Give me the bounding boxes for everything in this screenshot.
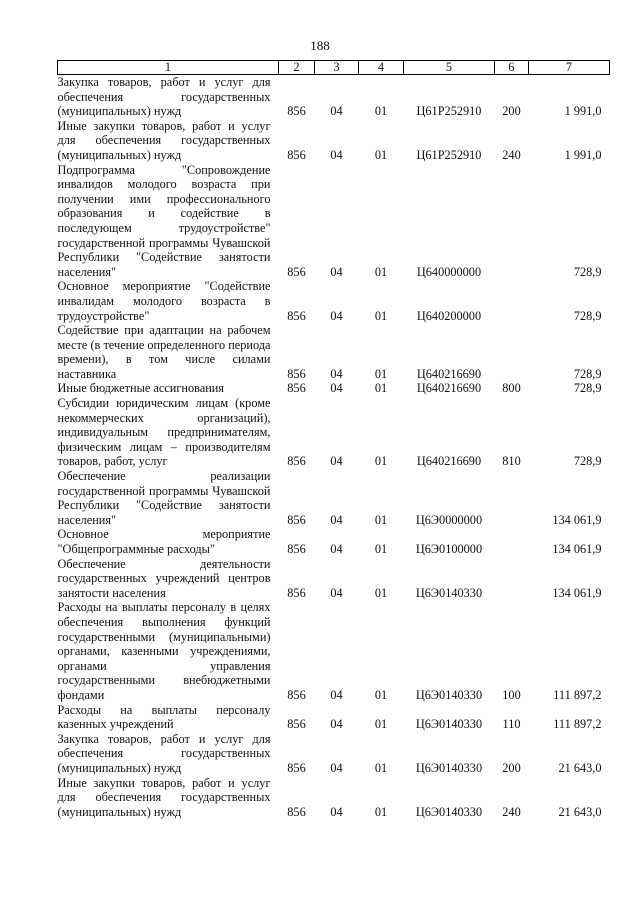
row-target-article: Ц6Э0000000 — [415, 512, 483, 527]
row-name: Расходы на выплаты персоналу казенных учреждений — [57, 702, 271, 732]
row-target-article: Ц6Э0140330 — [415, 585, 483, 600]
row-grbs: 856 — [287, 717, 306, 732]
row-section: 04 — [330, 760, 343, 775]
row-name: Иные закупки товаров, работ и услуг для обеспечения государственных (муниципальных) нужд — [57, 118, 271, 162]
row-grbs: 856 — [287, 454, 306, 469]
row-section: 04 — [330, 381, 343, 396]
row-expense-type — [495, 163, 529, 280]
row-expense-type: 110 — [502, 717, 521, 732]
column-header-section: 3 — [315, 61, 359, 75]
table-row — [58, 119, 610, 163]
row-name: Иные бюджетные ассигнования — [57, 381, 225, 396]
row-target-article: Ц6Э0140330 — [415, 804, 483, 819]
row-amount: 728,9 — [573, 366, 602, 381]
column-header-grbs: 2 — [279, 61, 315, 75]
table-row — [58, 600, 610, 702]
row-name: Основное мероприятие "Общепрограммные расходы" — [57, 527, 271, 556]
row-grbs: 856 — [287, 366, 306, 381]
row-subsection: 01 — [374, 717, 388, 732]
row-subsection: 01 — [374, 804, 388, 819]
row-target-article: Ц640200000 — [416, 308, 482, 323]
row-target-article: Ц6Э0140330 — [415, 760, 483, 775]
row-amount: 134 061,9 — [552, 585, 602, 600]
row-target-article: Ц640216690 — [416, 381, 482, 396]
row-grbs: 856 — [287, 381, 306, 396]
table-row — [58, 381, 610, 396]
column-header-amount: 7 — [529, 61, 610, 75]
row-amount: 21 643,0 — [558, 760, 602, 775]
row-grbs: 856 — [287, 308, 306, 323]
row-subsection: 01 — [374, 308, 388, 323]
row-subsection: 01 — [374, 760, 388, 775]
row-subsection: 01 — [374, 366, 388, 381]
row-target-article: Ц6Э0100000 — [415, 542, 483, 556]
row-amount: 1 991,0 — [564, 147, 602, 162]
table-row — [58, 323, 610, 381]
row-subsection: 01 — [374, 104, 388, 119]
row-target-article: Ц6Э0140330 — [415, 687, 483, 702]
row-name: Иные закупки товаров, работ и услуг для обеспечения государственных (муниципальных) нужд — [57, 775, 271, 819]
table-row — [58, 279, 610, 323]
row-expense-type: 810 — [502, 454, 521, 469]
row-name: Закупка товаров, работ и услуг для обеспечения государственных (муниципальных) нужд — [57, 75, 271, 119]
row-expense-type — [495, 527, 529, 556]
row-grbs: 856 — [287, 585, 306, 600]
row-name: Основное мероприятие "Содействие инвалидам молодого возраста в трудоустройстве" — [57, 279, 271, 323]
row-section: 04 — [330, 366, 343, 381]
row-amount: 21 643,0 — [558, 804, 602, 819]
row-grbs: 856 — [287, 687, 306, 702]
row-section: 04 — [330, 104, 343, 119]
row-grbs: 856 — [287, 804, 306, 819]
row-expense-type — [495, 557, 529, 601]
table-row — [58, 396, 610, 469]
row-amount: 134 061,9 — [552, 512, 602, 527]
row-expense-type: 100 — [502, 687, 521, 702]
row-subsection: 01 — [374, 264, 388, 279]
row-target-article: Ц6Э0140330 — [415, 717, 483, 732]
table-row — [58, 527, 610, 556]
row-section: 04 — [330, 308, 343, 323]
row-subsection: 01 — [374, 147, 388, 162]
row-target-article: Ц61Р252910 — [416, 147, 482, 162]
row-amount: 111 897,2 — [553, 717, 602, 732]
row-target-article: Ц640000000 — [416, 264, 482, 279]
row-amount: 728,9 — [573, 381, 602, 396]
row-amount: 1 991,0 — [564, 104, 602, 119]
row-name: Расходы на выплаты персоналу в целях обеспечения выполнения функций государственными (муниципальными) органами, казенными учреждениями, органами управления государственными внебюджетными фондами — [57, 600, 271, 702]
table-row — [58, 703, 610, 732]
row-section: 04 — [330, 687, 343, 702]
row-target-article: Ц640216690 — [416, 454, 482, 469]
table-row — [58, 776, 610, 820]
table-row — [58, 75, 610, 119]
page-number: 188 — [310, 38, 330, 53]
column-header-subsection: 4 — [359, 61, 404, 75]
row-name: Содействие при адаптации на рабочем месте (в течение определенного периода времени), в том числе силами наставника — [57, 323, 271, 381]
row-subsection: 01 — [374, 381, 388, 396]
row-subsection: 01 — [374, 512, 388, 527]
row-grbs: 856 — [287, 264, 306, 279]
row-name: Обеспечение реализации государственной программы Чувашской Республики "Содействие занятости населения" — [57, 469, 271, 527]
row-target-article: Ц640216690 — [416, 366, 482, 381]
row-grbs: 856 — [287, 104, 306, 119]
row-subsection: 01 — [374, 542, 388, 556]
row-section: 04 — [330, 542, 343, 556]
row-expense-type — [495, 279, 529, 323]
budget-table — [57, 60, 610, 819]
row-expense-type — [495, 469, 529, 527]
row-expense-type — [495, 323, 529, 381]
row-subsection: 01 — [374, 687, 388, 702]
row-grbs: 856 — [287, 760, 306, 775]
row-amount: 728,9 — [573, 264, 602, 279]
row-grbs: 856 — [287, 542, 306, 556]
row-section: 04 — [330, 512, 343, 527]
row-amount: 111 897,2 — [553, 687, 602, 702]
row-amount: 728,9 — [573, 454, 602, 469]
table-row — [58, 557, 610, 601]
row-section: 04 — [330, 454, 343, 469]
row-expense-type: 240 — [502, 804, 521, 819]
row-section: 04 — [330, 804, 343, 819]
row-section: 04 — [330, 264, 343, 279]
table-row — [58, 732, 610, 776]
row-grbs: 856 — [287, 512, 306, 527]
column-header-name: 1 — [58, 61, 279, 75]
row-name: Закупка товаров, работ и услуг для обеспечения государственных (муниципальных) нужд — [57, 731, 271, 775]
row-expense-type: 200 — [502, 760, 521, 775]
row-name: Обеспечение деятельности государственных учреждений центров занятости населения — [57, 556, 271, 600]
header-row — [58, 61, 610, 75]
row-expense-type: 800 — [502, 381, 521, 396]
table-row — [58, 469, 610, 527]
row-section: 04 — [330, 717, 343, 732]
row-name: Подпрограмма "Сопровождение инвалидов молодого возраста при получении ими профессионального образования и содействие в последующем трудоустройстве" государственной программы Чувашской Республики "Содействие занятости населения" — [57, 162, 271, 279]
row-section: 04 — [330, 585, 343, 600]
row-section: 04 — [330, 147, 343, 162]
column-header-expense-type: 6 — [495, 61, 529, 75]
row-grbs: 856 — [287, 147, 306, 162]
row-amount: 134 061,9 — [552, 542, 602, 556]
table-row — [58, 163, 610, 280]
row-amount: 728,9 — [573, 308, 602, 323]
row-target-article: Ц61Р252910 — [416, 104, 482, 119]
row-subsection: 01 — [374, 454, 388, 469]
row-expense-type: 200 — [502, 104, 521, 119]
column-header-target-article: 5 — [404, 61, 495, 75]
row-expense-type: 240 — [502, 147, 521, 162]
row-name: Субсидии юридическим лицам (кроме некоммерческих организаций), индивидуальным предпринимателям, физическим лицам – производителям товаров, работ, услуг — [57, 396, 271, 469]
row-subsection: 01 — [374, 585, 388, 600]
